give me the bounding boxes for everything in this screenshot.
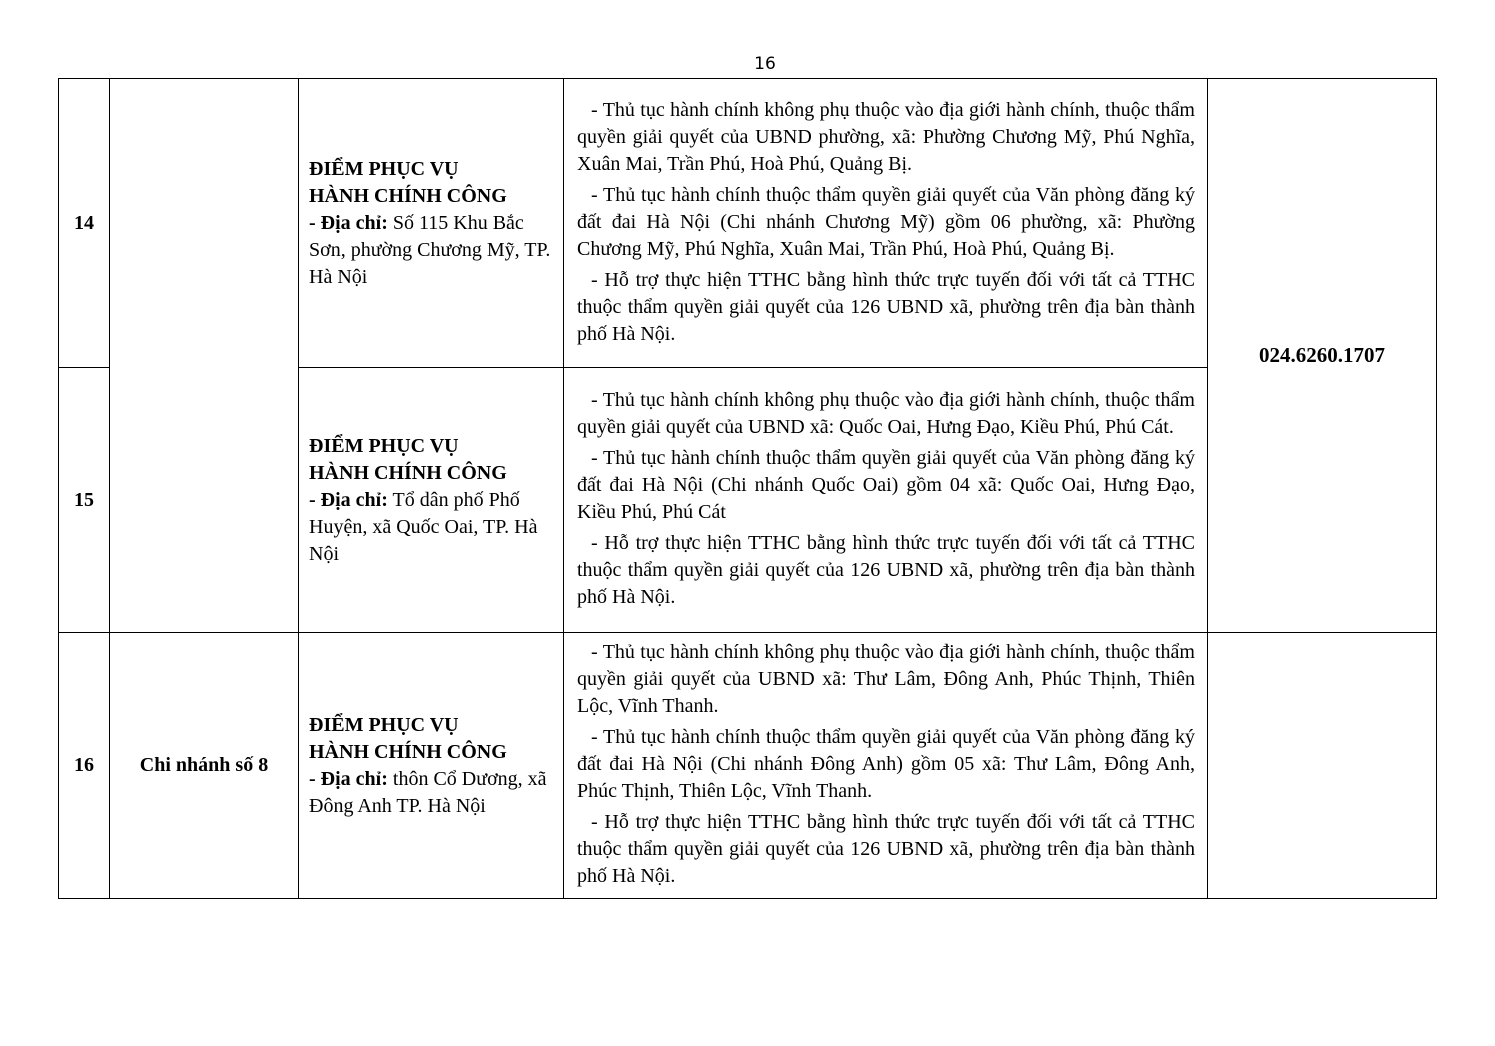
service-point-title: ĐIỂM PHỤC VỤ (309, 713, 459, 736)
row-number: 16 (59, 633, 110, 899)
table-row (59, 633, 1437, 899)
scope-item: - Thủ tục hành chính không phụ thuộc vào địa giới hành chính, thuộc thẩm quyền giải quyết của UBND xã: Thư Lâm, Đông Anh, Phúc Thịnh, Thiên Lộc, Vĩnh Thanh. (577, 641, 1195, 717)
service-scope (564, 79, 1208, 368)
scope-item: - Thủ tục hành chính thuộc thẩm quyền giải quyết của Văn phòng đăng ký đất đai Hà Nội (Chi nhánh Quốc Oai) gồm 04 xã: Quốc Oai, Hưng Đạo, Kiều Phú, Phú Cát (577, 447, 1195, 523)
service-point (299, 368, 564, 633)
branch-name (110, 79, 299, 633)
scope-item: - Thủ tục hành chính không phụ thuộc vào địa giới hành chính, thuộc thẩm quyền giải quyết của UBND phường, xã: Phường Chương Mỹ, Phú Nghĩa, Xuân Mai, Trần Phú, Hoà Phú, Quảng Bị. (577, 98, 1195, 175)
address-value: Tổ dân phố Phố Huyện, xã Quốc Oai, TP. Hà Nội (309, 488, 538, 565)
service-point-address (309, 210, 553, 291)
row-number: 14 (59, 79, 110, 368)
address-value: Số 115 Khu Bắc Sơn, phường Chương Mỹ, TP. Hà Nội (309, 211, 551, 288)
scope-item: - Thủ tục hành chính không phụ thuộc vào địa giới hành chính, thuộc thẩm quyền giải quyết của UBND xã: Quốc Oai, Hưng Đạo, Kiều Phú, Phú Cát. (577, 389, 1195, 438)
row-number: 15 (59, 368, 110, 633)
service-point-subtitle: HÀNH CHÍNH CÔNG (309, 461, 507, 484)
service-scope (564, 368, 1208, 633)
scope-item: - Hỗ trợ thực hiện TTHC bằng hình thức trực tuyến đối với tất cả TTHC thuộc thẩm quyền giải quyết của 126 UBND xã, phường trên địa bàn thành phố Hà Nội. (577, 532, 1195, 608)
service-point-address (309, 766, 553, 820)
page-number: 16 (754, 54, 776, 74)
service-point-title: ĐIỂM PHỤC VỤ (309, 434, 459, 457)
service-point-subtitle: HÀNH CHÍNH CÔNG (309, 740, 507, 763)
service-scope (564, 633, 1208, 899)
scope-item: - Hỗ trợ thực hiện TTHC bằng hình thức trực tuyến đối với tất cả TTHC thuộc thẩm quyền giải quyết của 126 UBND xã, phường trên địa bàn thành phố Hà Nội. (577, 811, 1195, 887)
service-points-table (58, 78, 1437, 899)
service-point-subtitle: HÀNH CHÍNH CÔNG (309, 184, 507, 207)
address-label: - Địa chỉ: (309, 211, 388, 234)
service-point (299, 633, 564, 899)
address-label: - Địa chỉ: (309, 488, 388, 511)
service-point (299, 79, 564, 368)
branch-name: Chi nhánh số 8 (110, 633, 299, 899)
address-value: thôn Cổ Dương, xã Đông Anh TP. Hà Nội (309, 767, 547, 817)
table-row (59, 79, 1437, 368)
service-point-title: ĐIỂM PHỤC VỤ (309, 157, 459, 180)
scope-item: - Thủ tục hành chính thuộc thẩm quyền giải quyết của Văn phòng đăng ký đất đai Hà Nội (Chi nhánh Chương Mỹ) gồm 06 phường, xã: Phường Chương Mỹ, Phú Nghĩa, Xuân Mai, Trần Phú, Hoà Phú, Quảng Bị. (577, 183, 1195, 260)
scope-item: - Thủ tục hành chính thuộc thẩm quyền giải quyết của Văn phòng đăng ký đất đai Hà Nội (Chi nhánh Đông Anh) gồm 05 xã: Thư Lâm, Đông Anh, Phúc Thịnh, Thiên Lộc, Vĩnh Thanh. (577, 726, 1195, 802)
phone-cell-empty (1208, 633, 1437, 899)
scope-item: - Hỗ trợ thực hiện TTHC bằng hình thức trực tuyến đối với tất cả TTHC thuộc thẩm quyền giải quyết của 126 UBND xã, phường trên địa bàn thành phố Hà Nội. (577, 268, 1195, 345)
address-label: - Địa chỉ: (309, 767, 388, 790)
phone-number: 024.6260.1707 (1208, 79, 1437, 633)
service-point-address (309, 487, 553, 568)
